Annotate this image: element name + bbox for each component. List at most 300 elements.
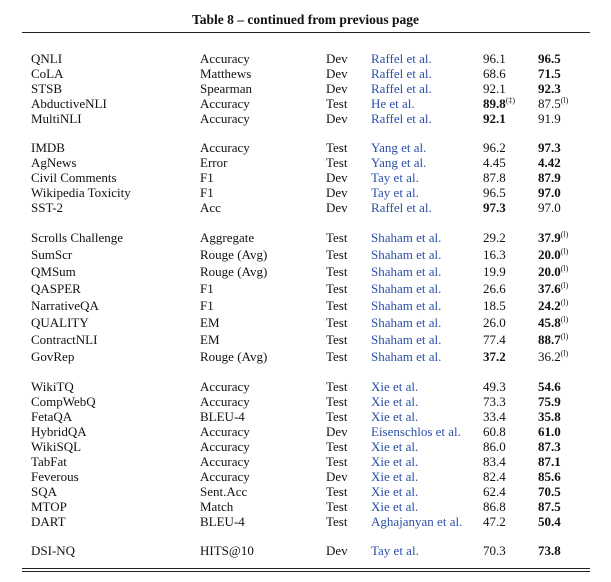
- table-row-group: [0, 379, 611, 529]
- previous-sota-value: [483, 200, 506, 215]
- model-score-value: [538, 424, 561, 439]
- model-score-value-text: 97.3: [538, 140, 561, 155]
- model-score-value-text: 70.5: [538, 484, 561, 499]
- reference-link[interactable]: [371, 439, 418, 454]
- previous-sota-value: [483, 66, 506, 81]
- data-split-text: Test: [326, 439, 348, 454]
- footnote-marker: (‡): [505, 96, 516, 105]
- metric-name: [200, 331, 220, 348]
- data-split-text: Test: [326, 332, 348, 347]
- reference-link-text: Shaham et al.: [371, 349, 442, 364]
- task-name: [31, 409, 72, 424]
- reference-link-text: Xie et al.: [371, 454, 419, 469]
- task-name: [31, 66, 64, 81]
- reference-link[interactable]: [371, 514, 462, 529]
- table-row: [0, 379, 611, 394]
- task-name: [31, 140, 65, 155]
- metric-name: [200, 499, 233, 514]
- previous-sota-value: [483, 439, 506, 454]
- metric-name: [200, 140, 250, 155]
- metric-name-text: Accuracy: [200, 394, 250, 409]
- data-split-text: Test: [326, 454, 348, 469]
- reference-link-text: Xie et al.: [371, 499, 419, 514]
- model-score-value: [538, 200, 561, 215]
- metric-name-text: Error: [200, 155, 228, 170]
- metric-name-text: Accuracy: [200, 469, 250, 484]
- previous-sota-value: [483, 454, 506, 469]
- table-row: [0, 439, 611, 454]
- previous-sota-value-text: 68.6: [483, 66, 506, 81]
- reference-link[interactable]: [371, 409, 418, 424]
- model-score-value-text: 75.9: [538, 394, 561, 409]
- task-name: [31, 263, 76, 280]
- model-score-value: [538, 514, 561, 529]
- task-name: [31, 246, 72, 263]
- metric-name: [200, 439, 250, 454]
- task-name-text: WikiTQ: [31, 379, 74, 394]
- metric-name-text: Acc: [200, 200, 221, 215]
- previous-sota-value: [483, 514, 506, 529]
- previous-sota-value: [483, 484, 506, 499]
- reference-link[interactable]: [371, 263, 441, 280]
- data-split: [326, 409, 347, 424]
- data-split: [326, 246, 347, 263]
- task-name-text: NarrativeQA: [31, 298, 99, 313]
- previous-sota-value: [483, 229, 506, 246]
- task-name: [31, 297, 99, 314]
- reference-link[interactable]: [371, 200, 432, 215]
- metric-name-text: Accuracy: [200, 439, 250, 454]
- previous-sota-value: [483, 96, 515, 111]
- previous-sota-value: [483, 155, 506, 170]
- reference-link[interactable]: [371, 379, 418, 394]
- model-score-value-text: 92.3: [538, 81, 561, 96]
- metric-name: [200, 66, 251, 81]
- previous-sota-value: [483, 140, 506, 155]
- task-name-text: SumScr: [31, 247, 73, 262]
- table-row: [0, 229, 611, 246]
- previous-sota-value-text: 29.2: [483, 230, 506, 245]
- metric-name-text: EM: [200, 315, 220, 330]
- data-split: [326, 469, 348, 484]
- table-row: [0, 185, 611, 200]
- reference-link-text: Aghajanyan et al.: [371, 514, 463, 529]
- data-split-text: Dev: [326, 170, 348, 185]
- data-split-text: Test: [326, 230, 348, 245]
- model-score-value: [538, 439, 561, 454]
- metric-name-text: F1: [200, 170, 214, 185]
- task-name-text: QNLI: [31, 51, 63, 66]
- task-name: [31, 81, 62, 96]
- metric-name: [200, 200, 221, 215]
- model-score-value-text: 96.5: [538, 51, 561, 66]
- task-name-text: IMDB: [31, 140, 65, 155]
- previous-sota-value-text: 89.8: [483, 96, 506, 111]
- task-name: [31, 170, 117, 185]
- model-score-value-text: 37.9: [538, 230, 561, 245]
- model-score-value: [538, 469, 561, 484]
- model-score-value: [538, 409, 561, 424]
- reference-link-text: Eisenschlos et al.: [371, 424, 461, 439]
- model-score-value-text: 87.5: [538, 96, 561, 111]
- previous-sota-value: [483, 348, 506, 365]
- reference-link[interactable]: [371, 331, 441, 348]
- reference-link[interactable]: [371, 424, 461, 439]
- table-row: [0, 394, 611, 409]
- metric-name-text: HITS@10: [200, 543, 254, 558]
- previous-sota-value-text: 77.4: [483, 332, 506, 347]
- reference-link[interactable]: [371, 229, 441, 246]
- previous-sota-value-text: 96.1: [483, 51, 506, 66]
- task-name-text: Feverous: [31, 469, 79, 484]
- data-split-text: Test: [326, 155, 348, 170]
- model-score-value-text: 36.2: [538, 349, 561, 364]
- footnote-marker: (l): [560, 281, 569, 290]
- model-score-value: [538, 331, 568, 348]
- task-name: [31, 469, 79, 484]
- reference-link[interactable]: [371, 280, 441, 297]
- table-row: [0, 140, 611, 155]
- previous-sota-value: [483, 81, 506, 96]
- table-row: [0, 348, 611, 365]
- metric-name-text: Aggregate: [200, 230, 255, 245]
- data-split-text: Test: [326, 409, 348, 424]
- previous-sota-value-text: 86.8: [483, 499, 506, 514]
- model-score-value: [538, 155, 561, 170]
- footnote-marker: (l): [560, 349, 569, 358]
- reference-link[interactable]: [371, 155, 426, 170]
- task-name-text: FetaQA: [31, 409, 73, 424]
- metric-name-text: F1: [200, 281, 214, 296]
- metric-name-text: F1: [200, 298, 214, 313]
- data-split-text: Dev: [326, 51, 348, 66]
- data-split: [326, 331, 347, 348]
- table-row: [0, 155, 611, 170]
- model-score-value: [538, 499, 561, 514]
- reference-link-text: Xie et al.: [371, 439, 419, 454]
- reference-link-text: Tay et al.: [371, 185, 419, 200]
- task-name: [31, 111, 82, 126]
- previous-sota-value-text: 4.45: [483, 155, 506, 170]
- table-row: [0, 499, 611, 514]
- table-row: [0, 246, 611, 263]
- reference-link[interactable]: [371, 499, 418, 514]
- data-split-text: Dev: [326, 469, 348, 484]
- model-score-value: [538, 543, 561, 558]
- task-name: [31, 155, 77, 170]
- data-split: [326, 543, 348, 558]
- reference-link[interactable]: [371, 96, 415, 111]
- reference-link-text: Raffel et al.: [371, 111, 432, 126]
- task-name-text: QMSum: [31, 264, 76, 279]
- metric-name-text: Match: [200, 499, 234, 514]
- model-score-value: [538, 263, 568, 280]
- model-score-value-text: 50.4: [538, 514, 561, 529]
- table-row: [0, 314, 611, 331]
- reference-link[interactable]: [371, 185, 419, 200]
- table-row: [0, 263, 611, 280]
- reference-link[interactable]: [371, 111, 432, 126]
- metric-name: [200, 543, 254, 558]
- previous-sota-value: [483, 280, 506, 297]
- model-score-value-text: 45.8: [538, 315, 561, 330]
- data-split-text: Test: [326, 394, 348, 409]
- metric-name: [200, 229, 254, 246]
- previous-sota-value: [483, 379, 506, 394]
- model-score-value: [538, 454, 561, 469]
- data-split: [326, 314, 347, 331]
- model-score-value: [538, 229, 568, 246]
- reference-link[interactable]: [371, 170, 419, 185]
- data-split: [326, 263, 347, 280]
- task-name: [31, 543, 75, 558]
- data-split: [326, 96, 347, 111]
- previous-sota-value-text: 37.2: [483, 349, 506, 364]
- reference-link-text: Shaham et al.: [371, 298, 442, 313]
- reference-link[interactable]: [371, 469, 418, 484]
- task-name-text: QUALITY: [31, 315, 89, 330]
- model-score-value-text: 20.0: [538, 264, 561, 279]
- previous-sota-value-text: 73.3: [483, 394, 506, 409]
- table-row: [0, 331, 611, 348]
- metric-name: [200, 185, 214, 200]
- previous-sota-value: [483, 424, 506, 439]
- model-score-value-text: 91.9: [538, 111, 561, 126]
- metric-name-text: Accuracy: [200, 454, 250, 469]
- previous-sota-value: [483, 263, 506, 280]
- data-split-text: Test: [326, 349, 348, 364]
- metric-name: [200, 263, 267, 280]
- data-split-text: Test: [326, 247, 348, 262]
- table-row: [0, 170, 611, 185]
- model-score-value-text: 87.5: [538, 499, 561, 514]
- previous-sota-value-text: 97.3: [483, 200, 506, 215]
- table-row: [0, 96, 611, 111]
- data-split-text: Dev: [326, 81, 348, 96]
- task-name: [31, 280, 81, 297]
- previous-sota-value-text: 26.0: [483, 315, 506, 330]
- task-name-text: SST-2: [31, 200, 64, 215]
- task-name-text: CoLA: [31, 66, 64, 81]
- reference-link-text: Shaham et al.: [371, 247, 442, 262]
- metric-name-text: EM: [200, 332, 220, 347]
- metric-name: [200, 348, 267, 365]
- model-score-value: [538, 297, 568, 314]
- reference-link[interactable]: [371, 314, 441, 331]
- previous-sota-value-text: 26.6: [483, 281, 506, 296]
- reference-link[interactable]: [371, 394, 418, 409]
- previous-sota-value-text: 86.0: [483, 439, 506, 454]
- data-split-text: Dev: [326, 424, 348, 439]
- data-split: [326, 379, 347, 394]
- results-table: [0, 51, 611, 572]
- metric-name-text: Accuracy: [200, 111, 250, 126]
- table-row-group: [0, 543, 611, 558]
- model-score-value: [538, 379, 561, 394]
- reference-link[interactable]: [371, 66, 432, 81]
- data-split-text: Dev: [326, 543, 348, 558]
- data-split-text: Test: [326, 499, 348, 514]
- reference-link-text: He et al.: [371, 96, 415, 111]
- metric-name-text: Accuracy: [200, 424, 250, 439]
- reference-link-text: Shaham et al.: [371, 264, 442, 279]
- metric-name-text: Rouge (Avg): [200, 349, 268, 364]
- top-rule: [22, 32, 590, 33]
- metric-name: [200, 81, 252, 96]
- previous-sota-value-text: 49.3: [483, 379, 506, 394]
- metric-name-text: Accuracy: [200, 96, 250, 111]
- task-name: [31, 394, 96, 409]
- reference-link[interactable]: [371, 246, 441, 263]
- task-name: [31, 96, 107, 111]
- previous-sota-value-text: 83.4: [483, 454, 506, 469]
- task-name-text: HybridQA: [31, 424, 87, 439]
- reference-link[interactable]: [371, 81, 432, 96]
- task-name: [31, 348, 74, 365]
- reference-link-text: Tay et al.: [371, 543, 419, 558]
- model-score-value: [538, 51, 561, 66]
- task-name-text: AgNews: [31, 155, 77, 170]
- data-split: [326, 140, 347, 155]
- reference-link-text: Yang et al.: [371, 140, 427, 155]
- reference-link[interactable]: [371, 140, 426, 155]
- task-name: [31, 51, 62, 66]
- task-name: [31, 185, 131, 200]
- footnote-marker: (l): [560, 298, 569, 307]
- task-name-text: TabFat: [31, 454, 67, 469]
- reference-link[interactable]: [371, 454, 418, 469]
- model-score-value-text: 97.0: [538, 200, 561, 215]
- table-row: [0, 409, 611, 424]
- footnote-marker: (l): [560, 230, 569, 239]
- data-split-text: Dev: [326, 185, 348, 200]
- metric-name: [200, 297, 214, 314]
- task-name-text: ContractNLI: [31, 332, 98, 347]
- model-score-value-text: 54.6: [538, 379, 561, 394]
- model-score-value-text: 61.0: [538, 424, 561, 439]
- table-row: [0, 424, 611, 439]
- reference-link[interactable]: [371, 484, 418, 499]
- table-row: [0, 469, 611, 484]
- task-name: [31, 331, 97, 348]
- metric-name: [200, 96, 250, 111]
- reference-link-text: Shaham et al.: [371, 281, 442, 296]
- model-score-value: [538, 348, 568, 365]
- model-score-value: [538, 96, 568, 111]
- task-name: [31, 499, 67, 514]
- reference-link[interactable]: [371, 348, 441, 365]
- task-name-text: AbductiveNLI: [31, 96, 107, 111]
- table-row: [0, 81, 611, 96]
- task-name: [31, 454, 67, 469]
- model-score-value: [538, 140, 561, 155]
- reference-link[interactable]: [371, 543, 419, 558]
- metric-name-text: Accuracy: [200, 51, 250, 66]
- data-split: [326, 348, 347, 365]
- model-score-value-text: 20.0: [538, 247, 561, 262]
- task-name-text: Scrolls Challenge: [31, 230, 124, 245]
- previous-sota-value: [483, 111, 506, 126]
- data-split-text: Test: [326, 484, 348, 499]
- table-row: [0, 297, 611, 314]
- previous-sota-value-text: 18.5: [483, 298, 506, 313]
- previous-sota-value-text: 33.4: [483, 409, 506, 424]
- previous-sota-value: [483, 297, 506, 314]
- model-score-value: [538, 246, 568, 263]
- task-name-text: SQA: [31, 484, 58, 499]
- model-score-value: [538, 185, 561, 200]
- data-split: [326, 155, 347, 170]
- reference-link-text: Raffel et al.: [371, 66, 432, 81]
- model-score-value-text: 4.42: [538, 155, 561, 170]
- task-name: [31, 379, 74, 394]
- task-name-text: GovRep: [31, 349, 75, 364]
- data-split-text: Test: [326, 379, 348, 394]
- task-name: [31, 229, 123, 246]
- previous-sota-value-text: 92.1: [483, 111, 506, 126]
- previous-sota-value: [483, 185, 506, 200]
- reference-link-text: Shaham et al.: [371, 315, 442, 330]
- previous-sota-value: [483, 394, 506, 409]
- reference-link-text: Xie et al.: [371, 484, 419, 499]
- previous-sota-value: [483, 543, 506, 558]
- table-row: [0, 454, 611, 469]
- data-split: [326, 170, 348, 185]
- previous-sota-value-text: 82.4: [483, 469, 506, 484]
- task-name-text: MTOP: [31, 499, 67, 514]
- task-name-text: QASPER: [31, 281, 81, 296]
- metric-name: [200, 170, 214, 185]
- metric-name-text: Accuracy: [200, 379, 250, 394]
- previous-sota-value: [483, 409, 506, 424]
- table-row-group: [0, 140, 611, 215]
- task-name-text: Wikipedia Toxicity: [31, 185, 131, 200]
- reference-link-text: Yang et al.: [371, 155, 427, 170]
- previous-sota-value: [483, 246, 506, 263]
- footnote-marker: (l): [560, 96, 569, 105]
- data-split: [326, 280, 347, 297]
- footnote-marker: (l): [560, 264, 569, 273]
- reference-link[interactable]: [371, 297, 441, 314]
- data-split: [326, 200, 348, 215]
- reference-link-text: Shaham et al.: [371, 332, 442, 347]
- previous-sota-value-text: 96.5: [483, 185, 506, 200]
- model-score-value-text: 85.6: [538, 469, 561, 484]
- metric-name-text: Sent.Acc: [200, 484, 248, 499]
- data-split-text: Test: [326, 264, 348, 279]
- table-row: [0, 514, 611, 529]
- table-row: [0, 51, 611, 66]
- reference-link-text: Tay et al.: [371, 170, 419, 185]
- reference-link-text: Xie et al.: [371, 409, 419, 424]
- metric-name-text: Matthews: [200, 66, 252, 81]
- previous-sota-value-text: 87.8: [483, 170, 506, 185]
- model-score-value-text: 35.8: [538, 409, 561, 424]
- previous-sota-value: [483, 314, 506, 331]
- reference-link[interactable]: [371, 51, 432, 66]
- footnote-marker: (l): [560, 315, 569, 324]
- data-split: [326, 394, 347, 409]
- reference-link-text: Raffel et al.: [371, 200, 432, 215]
- data-split: [326, 111, 348, 126]
- reference-link-text: Raffel et al.: [371, 81, 432, 96]
- metric-name: [200, 424, 250, 439]
- data-split: [326, 454, 347, 469]
- previous-sota-value-text: 60.8: [483, 424, 506, 439]
- data-split-text: Test: [326, 298, 348, 313]
- table-row: [0, 66, 611, 81]
- data-split-text: Test: [326, 140, 348, 155]
